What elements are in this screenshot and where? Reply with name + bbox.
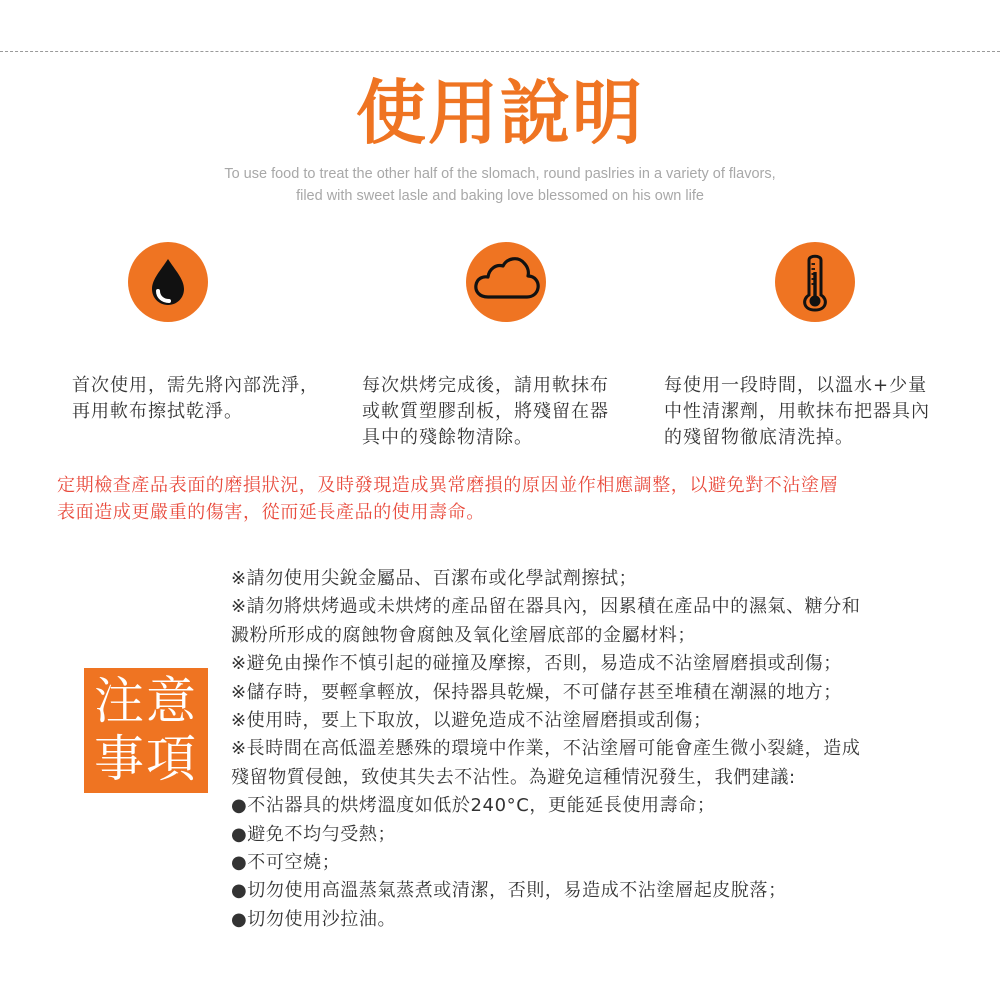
subtitle-line-2: filed with sweet lasle and baking love blessomed on his own life (296, 188, 704, 204)
subtitle-line-1: To use food to treat the other half of the slomach, round paslries in a variety of flavors, (224, 166, 776, 182)
caution-item: 澱粉所形成的腐蝕物會腐蝕及氧化塗層底部的金屬材料； (231, 624, 696, 646)
caution-item: ※儲存時，要輕拿輕放，保持器具乾燥，不可儲存甚至堆積在潮濕的地方； (231, 681, 842, 703)
step-1-line: 再用軟布擦拭乾淨。 (72, 401, 243, 422)
step-3-line: 的殘留物徹底清洗掉。 (664, 427, 854, 448)
notice-line: 表面造成更嚴重的傷害，從而延長產品的使用壽命。 (57, 502, 485, 523)
step-2-line: 每次烘烤完成後，請用軟抹布 (362, 375, 609, 396)
caution-item: ●切勿使用高溫蒸氣蒸煮或清潔，否則，易造成不沾塗層起皮脫落； (231, 880, 787, 902)
step-2-text (362, 373, 609, 451)
caution-badge-line-1: 注意 (94, 672, 198, 730)
caution-item: ※避免由操作不慎引起的碰撞及摩擦，否則，易造成不沾塗層磨損或刮傷； (231, 653, 842, 675)
cloud-icon (466, 242, 546, 322)
caution-item: ※請勿使用尖銳金屬品、百潔布或化學試劑擦拭； (231, 568, 638, 589)
caution-list (231, 565, 971, 934)
caution-item: ●避免不均勻受熱； (231, 823, 397, 845)
top-dashed-divider (0, 51, 1000, 52)
step-3-line: 每使用一段時間，以溫水+少量 (664, 375, 928, 396)
caution-badge (84, 668, 208, 793)
caution-badge-line-2: 事項 (94, 730, 198, 788)
notice-line: 定期檢查產品表面的磨損狀況，及時發現造成異常磨損的原因並作相應調整，以避免對不沾塗層 (57, 475, 839, 496)
step-1-text (72, 373, 319, 425)
caution-item: ●不沾器具的烘烤溫度如低於240°C，更能延長使用壽命； (231, 795, 716, 817)
maintenance-notice (57, 472, 977, 526)
caution-item: ※請勿將烘烤過或未烘烤的產品留在器具內，因累積在產品中的濕氣、糖分和 (231, 596, 861, 618)
caution-item: ※長時間在高低溫差懸殊的環境中作業，不沾塗層可能會產生微小裂縫，造成 (231, 738, 861, 760)
step-2-line: 具中的殘餘物清除。 (362, 427, 533, 448)
thermometer-icon (775, 242, 855, 322)
page-title: 使用說明 (356, 72, 644, 154)
caution-item: ※使用時，要上下取放，以避免造成不沾塗層磨損或刮傷； (231, 710, 712, 732)
water-drop-icon (128, 242, 208, 322)
step-2-line: 或軟質塑膠刮板，將殘留在器 (362, 401, 609, 422)
step-1-line: 首次使用，需先將內部洗淨， (72, 375, 319, 396)
caution-item: 殘留物質侵蝕，致使其失去不沾性。為避免這種情況發生，我們建議: (231, 766, 796, 788)
step-3-line: 中性清潔劑，用軟抹布把器具內 (664, 401, 930, 422)
caution-item: ●切勿使用沙拉油。 (231, 908, 397, 930)
step-3-text (664, 373, 930, 451)
caution-item: ●不可空燒； (231, 852, 341, 874)
